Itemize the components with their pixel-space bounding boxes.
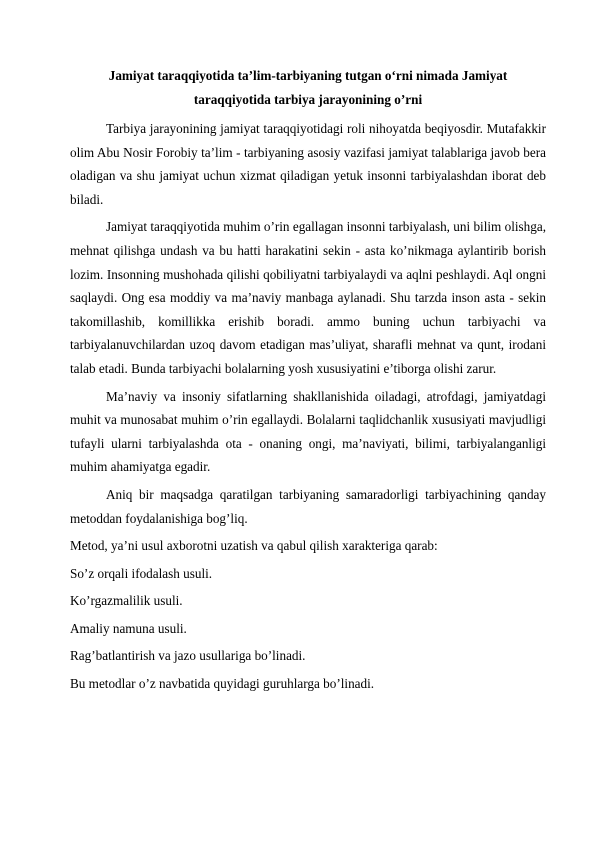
line-3: Ko’rgazmalilik usuli.	[70, 593, 183, 609]
paragraph-1: Tarbiya jarayonining jamiyat taraqqiyotidagi roli nihoyatda beqiyosdir. Mutafakkir olim Abu Nosir Forobiy ta’lim - tarbiyaning asosiy vazifasi jamiyat talablariga javob bera oladigan va shu jamiyat uchun xizmat qiladigan yetuk insonni tarbiyalashdan iborat deb biladi.	[70, 121, 546, 207]
line-2: So’z orqali ifodalash usuli.	[70, 565, 213, 581]
paragraph-2: Jamiyat taraqqiyotida muhim o’rin egallagan insonni tarbiyalash, uni bilim olishga, mehnat qilishga undash va bu hatti harakatini sekin - asta ko’nikmaga aylantirib borish lozim. Insonning mushohada qilishi qobiliyatni tarbiyalaydi va aqlni peshlaydi. Aql ongni saqlaydi. Ong esa moddiy va ma’naviy manbaga aylanadi. Shu tarzda inson asta - sekin takomillashib, komillikka erishib boradi. ammo buning uchun tarbiyachi va tarbiyalanuvchilardan uzoq davom etadigan mas’uliyat, sharafli mehnat va qunt, irodani talab etadi. Bunda tarbiyachi bolalarning yosh xususiyatini e’tiborga olishi zarur.	[70, 219, 546, 376]
line-4: Amaliy namuna usuli.	[70, 620, 187, 636]
line-5: Rag’batlantirish va jazo usullariga bo’linadi.	[70, 648, 306, 664]
paragraph-4: Aniq bir maqsadga qaratilgan tarbiyaning samaradorligi tarbiyachining qanday metoddan foydalanishiga bog’liq.	[70, 486, 546, 526]
line-6: Bu metodlar o’z navbatida quyidagi guruhlarga bo’linadi.	[70, 676, 375, 692]
line-1: Metod, ya’ni usul axborotni uzatish va qabul qilish xarakteriga qarab:	[70, 538, 438, 554]
document-title: Jamiyat taraqqiyotida ta’lim-tarbiyaning tutgan o‘rni nimada Jamiyat taraqqiyotida tarbiya jarayonining o’rni	[108, 68, 508, 107]
paragraph-3: Ma’naviy va insoniy sifatlarning shakllanishida oiladagi, atrofdagi, jamiyatdagi muhit va munosabat muhim o’rin egallaydi. Bolalarni taqlidchanlik xususiyati mavjudligi tufayli ularni tarbiyalashda ota - onaning ongi, ma’naviyati, bilimi, tarbiyalanganligi muhim ahamiyatga egadir.	[70, 388, 546, 475]
document-body	[70, 117, 546, 696]
